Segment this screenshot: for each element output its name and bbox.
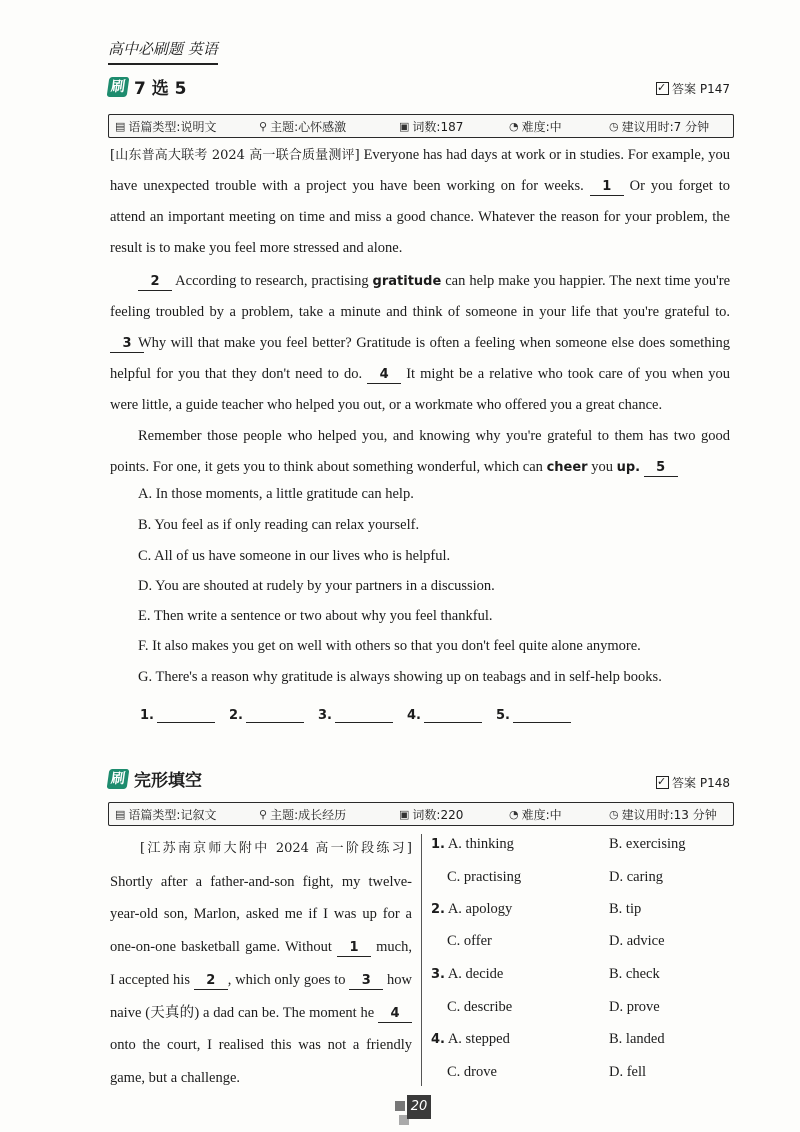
- paragraph-text: Why will that make you feel better? Gratitude is often a feeling when someone else does something helpful for you that they don't need to do.: [110, 335, 730, 382]
- clock-icon: ◷: [609, 807, 619, 821]
- answer-line[interactable]: [513, 710, 571, 723]
- choice-d[interactable]: D. fell: [609, 1064, 647, 1080]
- brush-icon: 刷: [107, 769, 130, 789]
- question-number: 3.: [431, 967, 445, 982]
- choice-c[interactable]: C. offer: [447, 933, 492, 949]
- option-a: A. In those moments, a little gratitude can help.: [138, 486, 414, 502]
- brush-icon: 刷: [107, 77, 130, 97]
- answer-reference: [656, 774, 730, 791]
- answer-number: 5.: [495, 708, 510, 723]
- theme-text: 主题:心怀感激: [270, 119, 347, 134]
- paragraph-text: onto the court, I realised this was not a friendly game, but a challenge.: [110, 1037, 412, 1086]
- source-label: [江苏南京师大附中 2024 高一阶段练习]: [140, 841, 412, 856]
- cloze-blank-4: 4: [378, 1006, 412, 1023]
- answer-blank-5[interactable]: [496, 708, 571, 723]
- answer-blank-3[interactable]: [318, 708, 393, 723]
- choice-b[interactable]: B. tip: [609, 901, 642, 917]
- passage-paragraph-4: [110, 421, 730, 483]
- answer-number: 2.: [228, 708, 243, 723]
- book-icon: ▤: [115, 119, 126, 133]
- keyword-gratitude: gratitude: [372, 274, 442, 289]
- column-divider: [421, 834, 422, 1086]
- choice-b[interactable]: B. landed: [609, 1031, 665, 1047]
- option-b: B. You feel as if only reading can relax yourself.: [138, 517, 420, 533]
- book-icon: ▤: [115, 807, 126, 821]
- choice-a[interactable]: A. stepped: [447, 1031, 510, 1047]
- checkbox-icon: ✓: [656, 82, 669, 95]
- section-title-text: 7 选 5: [134, 79, 187, 99]
- answer-line[interactable]: [157, 710, 215, 723]
- page-number: 20: [407, 1095, 431, 1119]
- paragraph-text: According to research, practising: [175, 273, 369, 289]
- blank-1: 1: [590, 179, 624, 196]
- theme-text: 主题:成长经历: [270, 807, 347, 822]
- decor-square: [395, 1101, 405, 1111]
- choice-b[interactable]: B. exercising: [609, 836, 686, 852]
- theme-info: [259, 118, 346, 135]
- blank-3: 3: [110, 336, 144, 353]
- page-number-badge: [395, 1095, 435, 1131]
- choice-c[interactable]: C. describe: [447, 999, 513, 1015]
- paragraph-text: Remember those people who helped you, and knowing why you're grateful to them has two good points. For one, it gets you to think about something wonderful, which can: [110, 428, 730, 475]
- choice-d[interactable]: D. prove: [609, 999, 660, 1015]
- passage-info-bar: [108, 802, 734, 826]
- difficulty-text: 难度:中: [521, 807, 562, 822]
- question-number: 2.: [431, 902, 445, 917]
- paragraph-text: , which only goes to: [227, 971, 346, 988]
- passage-info-bar: [108, 114, 734, 138]
- paragraph-text: can help make you happier. The next time you're feeling troubled by a problem, take a minute and think of someone in your life that you're grateful to.: [110, 273, 731, 320]
- source-label: [山东普高大联考 2024 高一联合质量测评]: [110, 148, 360, 163]
- option-d: D. You are shouted at rudely by your partners in a discussion.: [138, 578, 495, 594]
- question-number: 4.: [431, 1032, 445, 1047]
- option-e: E. Then write a sentence or two about why you feel thankful.: [138, 608, 493, 624]
- cloze-blank-1: 1: [337, 940, 371, 957]
- choice-a[interactable]: A. apology: [447, 901, 513, 917]
- document-icon: ▣: [399, 807, 410, 821]
- choice-d[interactable]: D. caring: [609, 869, 663, 885]
- word-count-text: 词数:187: [412, 119, 464, 134]
- answer-reference-text: 答案 P148: [672, 776, 730, 790]
- gauge-icon: ◔: [509, 119, 519, 133]
- answer-number: 1.: [140, 708, 154, 723]
- keyword-cheer: cheer: [546, 460, 588, 475]
- choice-a[interactable]: A. thinking: [447, 836, 514, 852]
- word-count-text: 词数:220: [412, 807, 464, 822]
- paragraph-text: It might be a relative who took care of you when you were little, a guide teacher who helped you out, or a workmate who offered you a great chance.: [110, 366, 730, 413]
- search-icon: ⚲: [259, 119, 268, 133]
- genre-text: 语篇类型:记叙文: [128, 807, 217, 822]
- search-icon: ⚲: [259, 807, 268, 821]
- section-title-cloze: [108, 766, 202, 791]
- choice-d[interactable]: D. advice: [609, 933, 665, 949]
- section-title-text: 完形填空: [134, 771, 202, 791]
- option-c: C. All of us have someone in our lives who is helpful.: [138, 548, 451, 564]
- paragraph-text: Or you forget to attend an important meeting on time and miss a good chance. Whatever the reason for your problem, the result is to make you feel more stressed and alone.: [110, 178, 731, 256]
- time-info: [609, 118, 709, 135]
- time-text: 建议用时:7 分钟: [621, 119, 710, 134]
- paragraph-text: much, I accepted his: [110, 939, 412, 988]
- word-count-info: [399, 806, 463, 823]
- genre-info: [115, 806, 216, 823]
- cloze-passage: [110, 832, 412, 1095]
- blank-4: 4: [367, 367, 401, 384]
- answer-blank-1[interactable]: [140, 708, 215, 723]
- word-count-info: [399, 118, 463, 135]
- clock-icon: ◷: [609, 119, 619, 133]
- section-title-7-choose-5: [108, 74, 187, 99]
- document-icon: ▣: [399, 119, 410, 133]
- time-info: [609, 806, 717, 823]
- choice-a[interactable]: A. decide: [447, 966, 504, 982]
- cloze-blank-2: 2: [194, 973, 228, 990]
- answer-reference: [656, 80, 730, 97]
- difficulty-text: 难度:中: [521, 119, 562, 134]
- paragraph-text: Everyone has had days at work or in studies. For example, you have unexpected trouble with a project you have been working on for weeks.: [110, 147, 731, 194]
- answer-reference-text: 答案 P147: [672, 82, 730, 96]
- cloze-blank-3: 3: [349, 973, 383, 990]
- choice-b[interactable]: B. check: [609, 966, 660, 982]
- passage-paragraph-3: [110, 328, 730, 421]
- genre-info: [115, 118, 216, 135]
- theme-info: [259, 806, 346, 823]
- option-g: G. There's a reason why gratitude is always showing up on teabags and in self-help books.: [138, 669, 662, 685]
- keyword-up: up.: [616, 460, 641, 475]
- answer-blank-4[interactable]: [407, 708, 482, 723]
- question-number: 1.: [431, 837, 445, 852]
- blank-2: 2: [138, 274, 172, 291]
- paragraph-text: how naive (天真的) a dad can be. The moment he: [110, 971, 413, 1021]
- answer-line[interactable]: [424, 710, 482, 723]
- difficulty-info: [509, 806, 562, 823]
- time-text: 建议用时:13 分钟: [621, 807, 717, 822]
- paragraph-text: Shortly after a father-and-son fight, my twelve-year-old son, Marlon, asked me if I was up for a one-on-one basketball game. Without: [110, 873, 412, 956]
- choice-c[interactable]: C. drove: [447, 1064, 497, 1080]
- genre-text: 语篇类型:说明文: [128, 119, 217, 134]
- option-f: F. It also makes you get on well with others so that you don't feel quite alone anymore.: [138, 638, 641, 654]
- blank-5: 5: [644, 460, 678, 477]
- answer-blank-2[interactable]: [229, 708, 304, 723]
- answer-blanks: [140, 708, 571, 723]
- answer-line[interactable]: [335, 710, 393, 723]
- choice-c[interactable]: C. practising: [447, 869, 522, 885]
- paragraph-text: you: [591, 459, 613, 475]
- gauge-icon: ◔: [509, 807, 519, 821]
- answer-number: 4.: [406, 708, 421, 723]
- answer-number: 3.: [317, 708, 332, 723]
- passage-paragraph-1: [110, 140, 730, 264]
- difficulty-info: [509, 118, 562, 135]
- book-header: 高中必刷题 英语: [108, 38, 218, 65]
- checkbox-icon: ✓: [656, 776, 669, 789]
- answer-line[interactable]: [246, 710, 304, 723]
